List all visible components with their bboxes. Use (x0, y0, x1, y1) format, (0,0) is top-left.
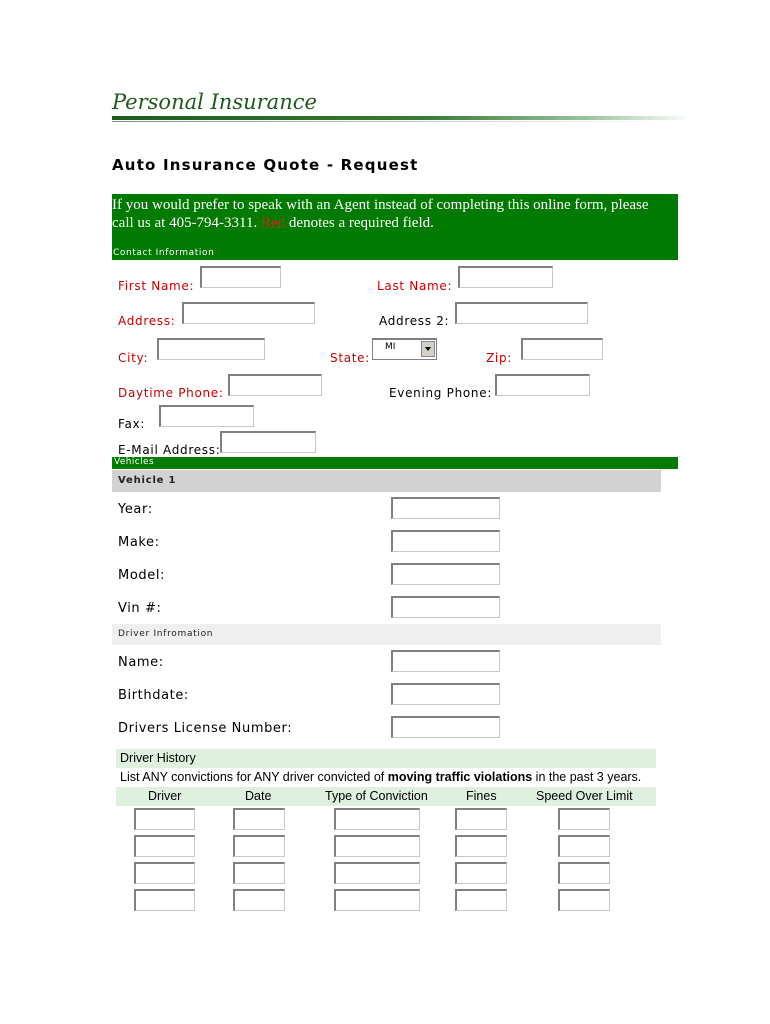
history-r4-driver[interactable] (134, 889, 195, 911)
history-r1-driver[interactable] (134, 808, 195, 830)
notice-text-part1: If you would prefer to speak with an Agent instead of completing this online form, please call us at 405-794-3311. (112, 197, 649, 231)
driver-info-heading: Driver Infromation (118, 629, 214, 639)
zip-field[interactable] (521, 338, 603, 360)
evening-phone-field[interactable] (495, 374, 590, 396)
city-label: City: (118, 351, 149, 365)
history-r2-driver[interactable] (134, 835, 195, 857)
vehicle-1-bar (112, 470, 661, 492)
brand-title: Personal Insurance (112, 90, 317, 114)
history-r1-fines[interactable] (455, 808, 507, 830)
driver-info-bar (112, 624, 661, 645)
daytime-phone-label: Daytime Phone: (118, 386, 224, 400)
vin-field[interactable] (391, 596, 500, 618)
history-r3-speed[interactable] (558, 862, 610, 884)
history-title-band (116, 749, 656, 768)
license-field[interactable] (391, 716, 500, 738)
first-name-field[interactable] (200, 266, 281, 288)
contact-section-heading: Contact Information (113, 248, 215, 258)
history-desc-bold: moving traffic violations (387, 770, 533, 784)
driver-name-label: Name: (118, 655, 164, 670)
state-label: State: (330, 351, 371, 365)
history-r3-driver[interactable] (134, 862, 195, 884)
first-name-label: First Name: (118, 279, 195, 293)
fax-label: Fax: (118, 417, 146, 431)
chevron-down-icon[interactable] (421, 341, 435, 357)
history-r2-type[interactable] (334, 835, 420, 857)
vehicle-1-heading: Vehicle 1 (118, 475, 177, 486)
email-field[interactable] (220, 431, 316, 453)
vin-label: Vin #: (118, 601, 162, 616)
col-conviction-type: Type of Conviction (325, 789, 428, 803)
history-r4-fines[interactable] (455, 889, 507, 911)
history-desc-post: in the past 3 years. (532, 770, 642, 784)
form-title: Auto Insurance Quote - Request (112, 156, 419, 174)
year-field[interactable] (391, 497, 500, 519)
history-r4-date[interactable] (233, 889, 285, 911)
history-desc-pre: List ANY convictions for ANY driver convicted of (120, 770, 388, 784)
address2-field[interactable] (455, 302, 588, 324)
col-date: Date (245, 789, 272, 803)
notice-red-word: Red (261, 215, 286, 231)
address-field[interactable] (182, 302, 315, 324)
vehicles-section-heading: Vehicles (114, 457, 155, 467)
history-r1-type[interactable] (334, 808, 420, 830)
header-rule (112, 116, 692, 120)
history-r2-speed[interactable] (558, 835, 610, 857)
history-r2-fines[interactable] (455, 835, 507, 857)
fax-field[interactable] (159, 405, 254, 427)
history-r3-fines[interactable] (455, 862, 507, 884)
zip-label: Zip: (486, 351, 513, 365)
history-r1-date[interactable] (233, 808, 285, 830)
history-r2-date[interactable] (233, 835, 285, 857)
last-name-field[interactable] (458, 266, 553, 288)
model-field[interactable] (391, 563, 500, 585)
header-rule-thin (112, 121, 672, 122)
last-name-label: Last Name: (377, 279, 453, 293)
birthdate-label: Birthdate: (118, 688, 189, 703)
state-select[interactable] (372, 338, 437, 360)
notice-banner (112, 194, 678, 260)
notice-text (112, 196, 672, 232)
daytime-phone-field[interactable] (228, 374, 322, 396)
history-r4-type[interactable] (334, 889, 420, 911)
history-title: Driver History (120, 751, 196, 765)
make-field[interactable] (391, 530, 500, 552)
year-label: Year: (118, 502, 153, 517)
col-fines: Fines (466, 789, 497, 803)
make-label: Make: (118, 535, 160, 550)
history-r4-speed[interactable] (558, 889, 610, 911)
license-label: Drivers License Number: (118, 721, 293, 736)
col-speed-over-limit: Speed Over Limit (536, 789, 633, 803)
history-r1-speed[interactable] (558, 808, 610, 830)
vehicles-section-bar (112, 457, 678, 469)
history-description (120, 770, 641, 784)
email-label: E-Mail Address: (118, 443, 221, 457)
notice-text-part2: denotes a required field. (285, 215, 434, 231)
address-label: Address: (118, 314, 176, 328)
model-label: Model: (118, 568, 166, 583)
col-driver: Driver (148, 789, 182, 803)
history-r3-date[interactable] (233, 862, 285, 884)
evening-phone-label: Evening Phone: (389, 386, 493, 400)
birthdate-field[interactable] (391, 683, 500, 705)
driver-name-field[interactable] (391, 650, 500, 672)
address2-label: Address 2: (379, 314, 450, 328)
city-field[interactable] (157, 338, 265, 360)
state-select-value: MI (385, 342, 396, 352)
history-r3-type[interactable] (334, 862, 420, 884)
